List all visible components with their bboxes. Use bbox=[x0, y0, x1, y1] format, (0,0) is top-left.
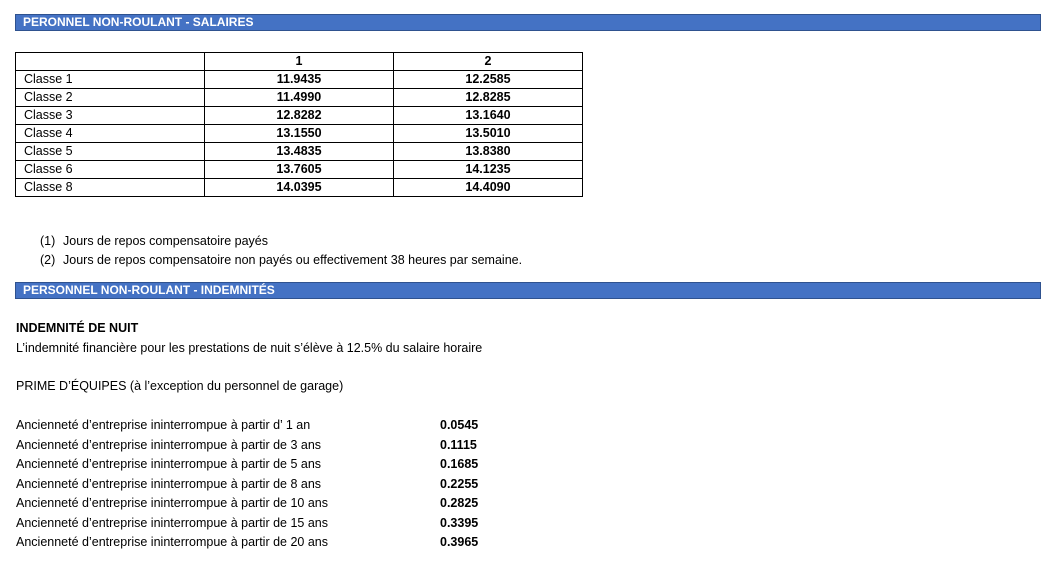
row-label: Classe 4 bbox=[16, 125, 205, 143]
seniority-label: Ancienneté d’entreprise ininterrompue à partir de 3 ans bbox=[16, 437, 322, 452]
seniority-rate: 0.1685 bbox=[440, 457, 479, 471]
list-item bbox=[16, 455, 479, 475]
header-cell-empty bbox=[16, 53, 205, 71]
wage-table-header bbox=[16, 53, 583, 71]
row-label: Classe 6 bbox=[16, 161, 205, 179]
row-label: Classe 2 bbox=[16, 89, 205, 107]
cell-col2: 14.4090 bbox=[394, 179, 583, 197]
seniority-rate: 0.1115 bbox=[440, 437, 477, 452]
table-row bbox=[16, 161, 583, 179]
header-cell-1: 1 bbox=[205, 53, 394, 71]
list-item bbox=[16, 436, 477, 456]
shift-bonus-heading: PRIME D’ÉQUIPES (à l’exception du personnel de garage) bbox=[16, 379, 344, 393]
cell-col1: 13.4835 bbox=[205, 143, 394, 161]
cell-col1: 11.9435 bbox=[205, 71, 394, 89]
section-header-salaires: PERONNEL NON-ROULANT - SALAIRES bbox=[15, 14, 1041, 31]
list-item bbox=[16, 533, 479, 553]
cell-col1: 11.4990 bbox=[205, 89, 394, 107]
list-item bbox=[16, 514, 479, 534]
row-label: Classe 3 bbox=[16, 107, 205, 125]
seniority-rate: 0.3965 bbox=[440, 535, 479, 549]
cell-col2: 12.2585 bbox=[394, 71, 583, 89]
cell-col2: 13.1640 bbox=[394, 107, 583, 125]
footnote-text: Jours de repos compensatoire payés bbox=[63, 234, 268, 248]
footnote-item bbox=[40, 251, 522, 270]
table-row bbox=[16, 107, 583, 125]
table-row bbox=[16, 179, 583, 197]
night-allowance-heading: INDEMNITÉ DE NUIT bbox=[16, 321, 139, 335]
footnote-number: (2) bbox=[40, 253, 56, 267]
footnote-item bbox=[40, 232, 522, 251]
list-item bbox=[16, 475, 479, 495]
cell-col1: 12.8282 bbox=[205, 107, 394, 125]
section-header-indemnites: PERSONNEL NON-ROULANT - INDEMNITÉS bbox=[15, 282, 1041, 299]
footnote-text: Jours de repos compensatoire non payés ou effectivement 38 heures par semaine. bbox=[63, 253, 523, 267]
cell-col2: 12.8285 bbox=[394, 89, 583, 107]
row-label: Classe 1 bbox=[16, 71, 205, 89]
table-row bbox=[16, 89, 583, 107]
shift-bonus-list bbox=[16, 416, 479, 553]
cell-col2: 13.5010 bbox=[394, 125, 583, 143]
wage-table bbox=[15, 52, 583, 197]
night-allowance-text: L’indemnité financière pour les prestations de nuit s’élève à 12.5% du salaire horaire bbox=[16, 341, 483, 355]
seniority-rate: 0.2255 bbox=[440, 476, 479, 491]
seniority-label: Ancienneté d’entreprise ininterrompue à partir d’ 1 an bbox=[16, 418, 311, 432]
seniority-rate: 0.2825 bbox=[440, 496, 479, 510]
list-item bbox=[16, 416, 479, 436]
table-row bbox=[16, 125, 583, 143]
seniority-label: Ancienneté d’entreprise ininterrompue à partir de 20 ans bbox=[16, 535, 328, 549]
header-cell-2: 2 bbox=[394, 53, 583, 71]
footnotes bbox=[40, 232, 522, 270]
list-item bbox=[16, 494, 479, 514]
cell-col2: 13.8380 bbox=[394, 143, 583, 161]
seniority-label: Ancienneté d’entreprise ininterrompue à partir de 8 ans bbox=[16, 476, 322, 491]
seniority-label: Ancienneté d’entreprise ininterrompue à partir de 5 ans bbox=[16, 457, 322, 471]
seniority-rate: 0.3395 bbox=[440, 515, 479, 530]
row-label: Classe 5 bbox=[16, 143, 205, 161]
seniority-label: Ancienneté d’entreprise ininterrompue à partir de 10 ans bbox=[16, 496, 328, 510]
cell-col2: 14.1235 bbox=[394, 161, 583, 179]
cell-col1: 13.1550 bbox=[205, 125, 394, 143]
footnote-number: (1) bbox=[40, 234, 56, 248]
row-label: Classe 8 bbox=[16, 179, 205, 197]
table-row bbox=[16, 71, 583, 89]
seniority-label: Ancienneté d’entreprise ininterrompue à partir de 15 ans bbox=[16, 515, 328, 530]
table-row bbox=[16, 143, 583, 161]
seniority-rate: 0.0545 bbox=[440, 418, 479, 432]
cell-col1: 14.0395 bbox=[205, 179, 394, 197]
cell-col1: 13.7605 bbox=[205, 161, 394, 179]
